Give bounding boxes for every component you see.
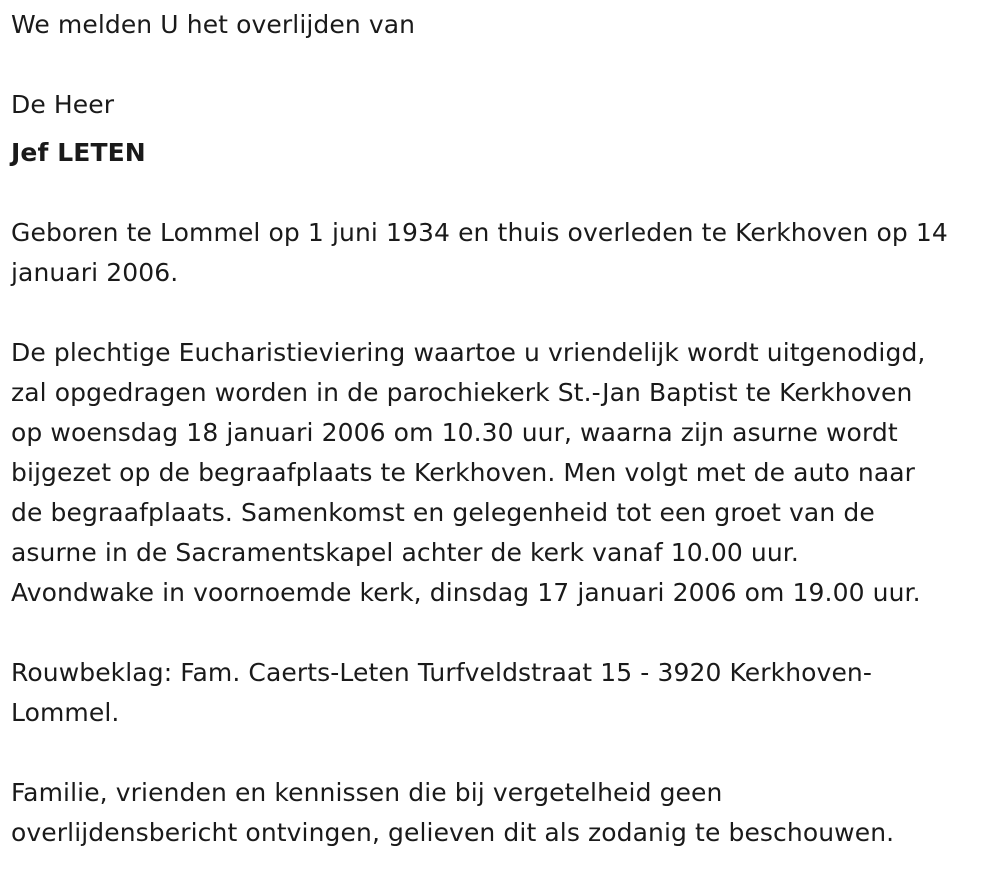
paragraph-line: januari 2006. (11, 258, 179, 287)
paragraph-line: op woensdag 18 januari 2006 om 10.30 uur, waarna zijn asurne wordt (11, 418, 898, 447)
closing-paragraph (11, 773, 996, 853)
paragraph-line: asurne in de Sacramentskapel achter de kerk vanaf 10.00 uur. (11, 538, 799, 567)
paragraph-line: de begraafplaats. Samenkomst en gelegenheid tot een groet van de (11, 498, 875, 527)
paragraph-line: Rouwbeklag: Fam. Caerts-Leten Turfveldstraat 15 - 3920 Kerkhoven- (11, 658, 872, 687)
honorific-title: De Heer (11, 90, 115, 119)
paragraph-line: zal opgedragen worden in de parochiekerk St.-Jan Baptist te Kerkhoven (11, 378, 913, 407)
deceased-name: Jef LETEN (11, 138, 146, 167)
ceremony-paragraph (11, 333, 996, 613)
paragraph-line: overlijdensbericht ontvingen, gelieven dit als zodanig te beschouwen. (11, 818, 895, 847)
death-notice (11, 0, 996, 853)
paragraph-line: Familie, vrienden en kennissen die bij vergetelheid geen (11, 778, 723, 807)
paragraph-line: bijgezet op de begraafplaats te Kerkhoven. Men volgt met de auto naar (11, 458, 916, 487)
paragraph-line: Geboren te Lommel op 1 juni 1934 en thuis overleden te Kerkhoven op 14 (11, 218, 948, 247)
condolence-paragraph (11, 653, 996, 733)
intro-text: We melden U het overlijden van (11, 10, 416, 39)
paragraph-line: Avondwake in voornoemde kerk, dinsdag 17 januari 2006 om 19.00 uur. (11, 578, 921, 607)
paragraph-line: Lommel. (11, 698, 120, 727)
paragraph-line: De plechtige Eucharistieviering waartoe u vriendelijk wordt uitgenodigd, (11, 338, 926, 367)
birth-death-paragraph (11, 213, 996, 293)
